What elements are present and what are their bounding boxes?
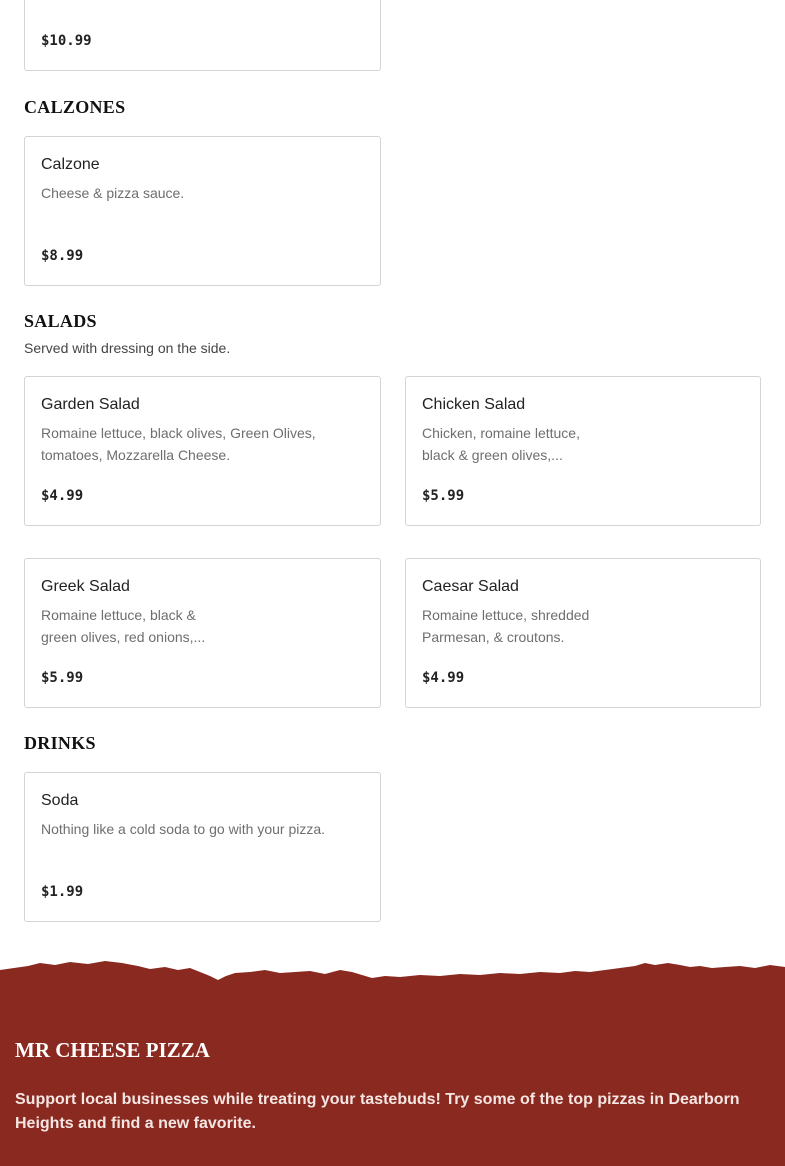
menu-item-calzone[interactable] [24, 136, 381, 286]
menu-item-card[interactable] [24, 0, 381, 71]
item-price: $8.99 [41, 248, 84, 264]
section-title-drinks: DRINKS [24, 733, 96, 753]
item-price: $5.99 [422, 488, 465, 504]
item-description: Chicken, romaine lettuce, black & green olives,... [422, 425, 580, 463]
menu-item-soda[interactable] [24, 772, 381, 922]
menu-item-caesar-salad[interactable] [405, 558, 761, 708]
menu-item-garden-salad[interactable] [24, 376, 381, 526]
footer-tagline: Support local businesses while treating your tastebuds! Try some of the top pizzas in Dearborn Heights and find a new favorite. [15, 1091, 740, 1132]
item-name: Calzone [41, 156, 100, 173]
item-name: Caesar Salad [422, 578, 519, 595]
item-name: Soda [41, 792, 79, 809]
item-price: $10.99 [41, 33, 92, 49]
item-price: $4.99 [41, 488, 84, 504]
item-name: Greek Salad [41, 578, 130, 595]
item-description: Nothing like a cold soda to go with your pizza. [41, 821, 326, 837]
item-description: Romaine lettuce, black olives, Green Olives, tomatoes, Mozzarella Cheese. [41, 425, 316, 463]
section-title-calzones: CALZONES [24, 97, 126, 117]
item-description: Romaine lettuce, shredded Parmesan, & croutons. [422, 607, 590, 645]
section-subtitle-salads: Served with dressing on the side. [24, 340, 231, 356]
menu-item-greek-salad[interactable] [24, 558, 381, 708]
footer-brand-title: MR CHEESE PIZZA [15, 1038, 210, 1062]
item-description: Cheese & pizza sauce. [41, 185, 185, 201]
item-price: $4.99 [422, 670, 465, 686]
item-name: Chicken Salad [422, 396, 526, 413]
item-price: $5.99 [41, 670, 84, 686]
section-title-salads: SALADS [24, 311, 97, 331]
item-price: $1.99 [41, 884, 84, 900]
site-footer [0, 958, 785, 1166]
menu-item-chicken-salad[interactable] [405, 376, 761, 526]
item-description: Romaine lettuce, black & green olives, red onions,... [41, 607, 206, 645]
item-name: Garden Salad [41, 396, 140, 413]
